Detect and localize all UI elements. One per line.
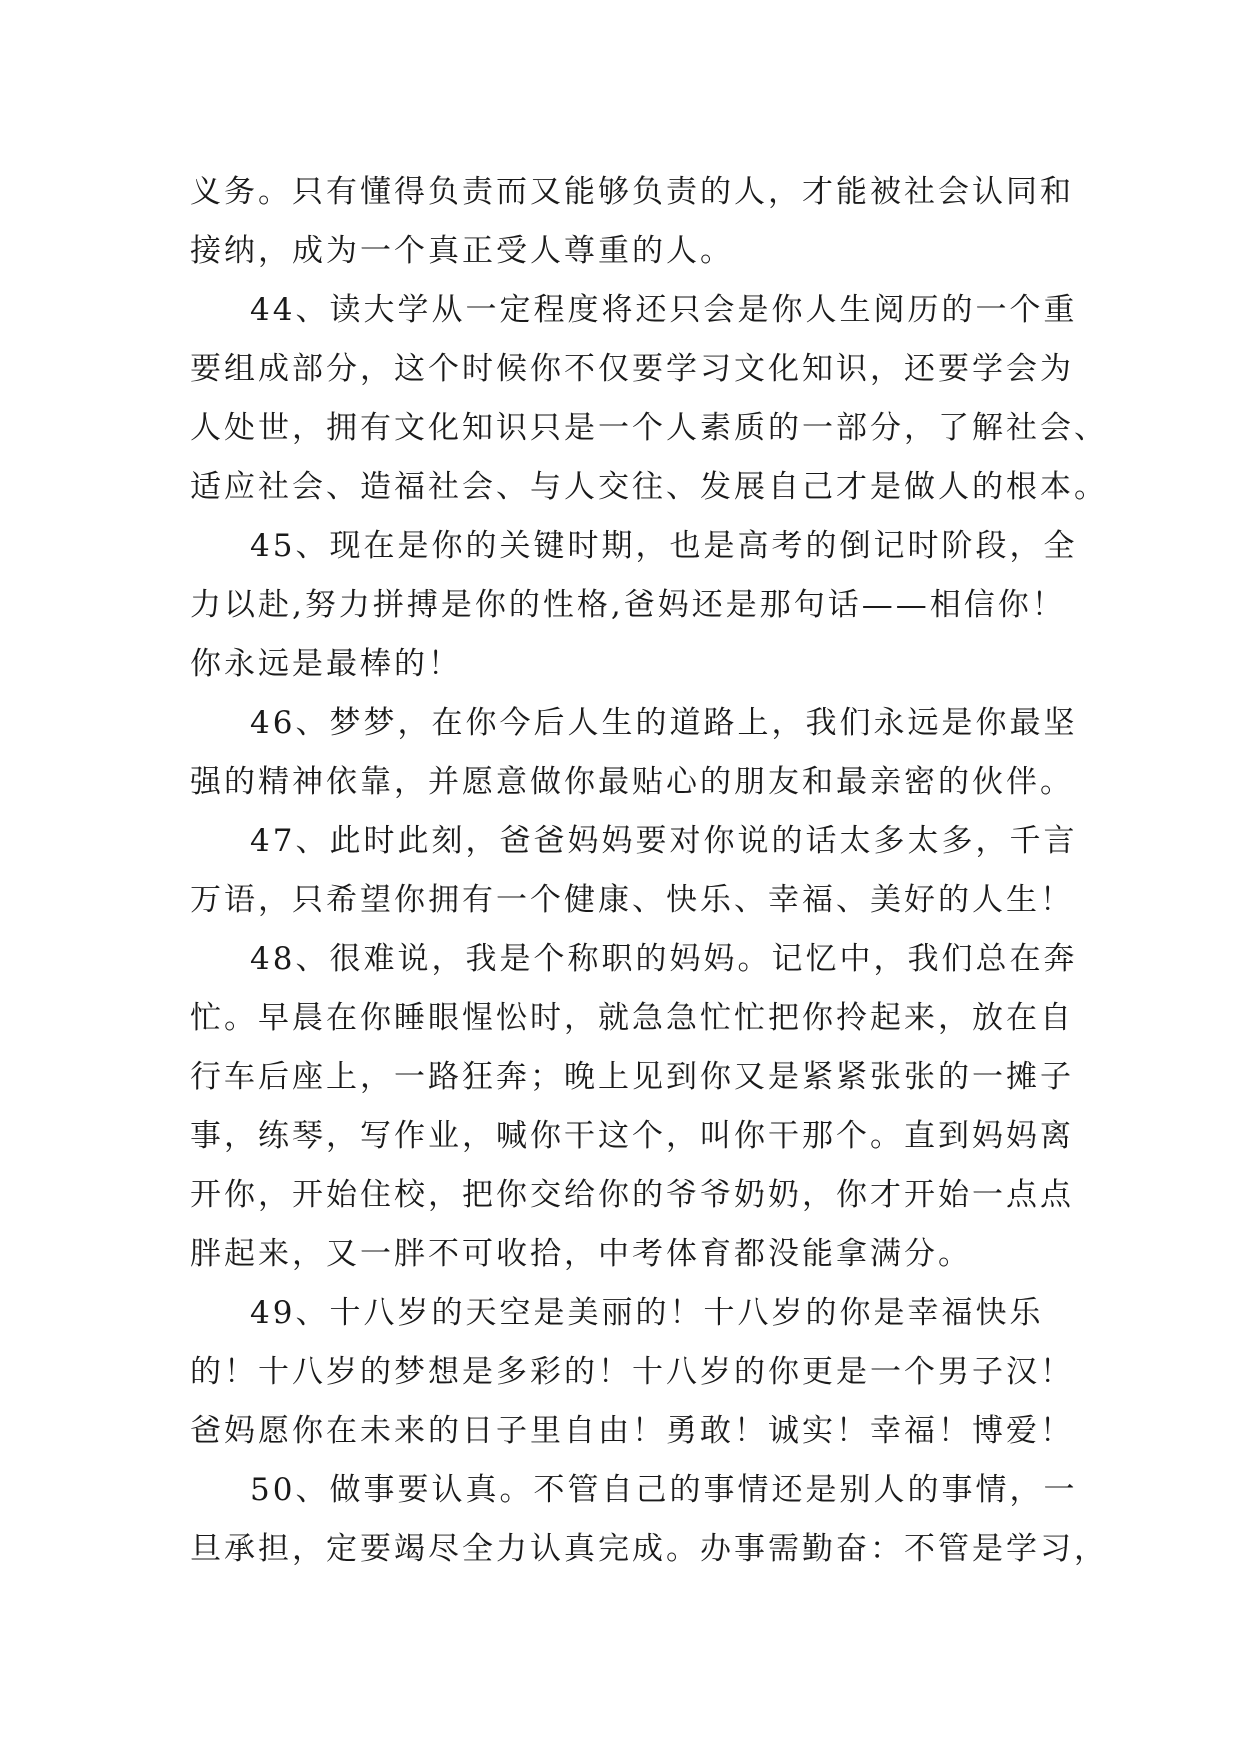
paragraph-46-line: 46、梦梦，在你今后人生的道路上，我们永远是你最坚 (250, 705, 1078, 741)
text-line: 爸妈愿你在未来的日子里自由！勇敢！诚实！幸福！博爱！ (190, 1413, 1074, 1449)
text-line: 人处世，拥有文化知识只是一个人素质的一部分，了解社会、 (190, 410, 1108, 446)
text-line: 义务。只有懂得负责而又能够负责的人，才能被社会认同和 (190, 174, 1074, 210)
text-line: 胖起来，又一胖不可收拾，中考体育都没能拿满分。 (190, 1236, 972, 1272)
text-line: 力以赴,努力拼搏是你的性格,爸妈还是那句话——相信你！ (190, 587, 1066, 623)
text-line: 适应社会、造福社会、与人交往、发展自己才是做人的根本。 (190, 469, 1108, 505)
text-line: 的！十八岁的梦想是多彩的！十八岁的你更是一个男子汉！ (190, 1354, 1074, 1390)
paragraph-50-line: 50、做事要认真。不管自己的事情还是别人的事情，一 (250, 1472, 1078, 1508)
text-line: 行车后座上，一路狂奔；晚上见到你又是紧紧张张的一摊子 (190, 1059, 1074, 1095)
paragraph-49-line: 49、十八岁的天空是美丽的！十八岁的你是幸福快乐 (250, 1295, 1044, 1331)
paragraph-47-line: 47、此时此刻，爸爸妈妈要对你说的话太多太多，千言 (250, 823, 1078, 859)
text-line: 万语，只希望你拥有一个健康、快乐、幸福、美好的人生！ (190, 882, 1074, 918)
text-line: 开你，开始住校，把你交给你的爷爷奶奶，你才开始一点点 (190, 1177, 1074, 1213)
body-text (190, 162, 1108, 1578)
text-line: 接纳，成为一个真正受人尊重的人。 (190, 233, 734, 269)
text-line: 事，练琴，写作业，喊你干这个，叫你干那个。直到妈妈离 (190, 1118, 1074, 1154)
text-line: 忙。早晨在你睡眼惺忪时，就急急忙忙把你拎起来，放在自 (190, 1000, 1074, 1036)
paragraph-48-line: 48、很难说，我是个称职的妈妈。记忆中，我们总在奔 (250, 941, 1078, 977)
paragraph-45-line: 45、现在是你的关键时期，也是高考的倒记时阶段，全 (250, 528, 1078, 564)
text-line: 你永远是最棒的！ (190, 646, 462, 682)
paragraph-44-line: 44、读大学从一定程度将还只会是你人生阅历的一个重 (250, 292, 1078, 328)
text-line: 旦承担，定要竭尽全力认真完成。办事需勤奋：不管是学习， (190, 1531, 1108, 1567)
text-line: 强的精神依靠，并愿意做你最贴心的朋友和最亲密的伙伴。 (190, 764, 1074, 800)
text-line: 要组成部分，这个时候你不仅要学习文化知识，还要学会为 (190, 351, 1074, 387)
